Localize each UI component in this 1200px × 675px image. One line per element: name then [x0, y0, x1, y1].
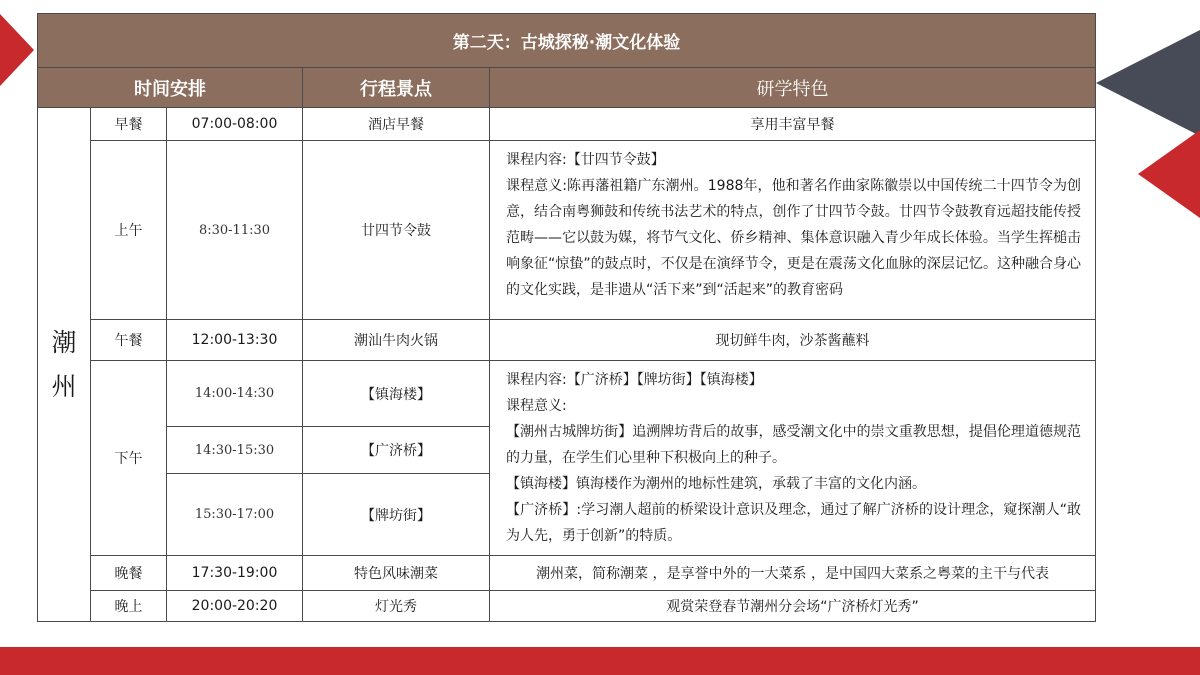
period-breakfast: 早餐 [91, 108, 167, 141]
time-afternoon-1: 14:00-14:30 [167, 361, 303, 427]
place-afternoon-2: 【广济桥】 [303, 427, 490, 474]
feature-dinner: 潮州菜，简称潮菜 ，是享誉中外的一大菜系 ，是中国四大菜系之粤菜的主干与代表 [490, 556, 1096, 591]
time-dinner: 17:30-19:00 [167, 556, 303, 591]
row-afternoon-1 [38, 361, 1096, 427]
time-breakfast: 07:00-08:00 [167, 108, 303, 141]
decor-bottom-red-bar [0, 647, 1200, 675]
row-morning [38, 141, 1096, 320]
title-row [38, 14, 1096, 68]
decor-gray-triangle-right [1096, 30, 1200, 136]
page-title: 第二天：古城探秘·潮文化体验 [38, 14, 1096, 68]
row-breakfast [38, 108, 1096, 141]
time-evening: 20:00-20:20 [167, 591, 303, 622]
decor-red-triangle-left [0, 14, 34, 86]
feature-morning [490, 141, 1096, 320]
city-char-1: 潮 [51, 327, 77, 357]
period-afternoon: 下午 [91, 361, 167, 556]
feature-lunch: 现切鲜牛肉，沙茶酱蘸料 [490, 320, 1096, 361]
afternoon-line-5: 【广济桥】:学习潮人超前的桥梁设计意识及理念，通过了解广济桥的设计理念，窥探潮人“敢为人先，勇于创新”的特质。 [506, 502, 1082, 544]
period-morning: 上午 [91, 141, 167, 320]
period-lunch: 午餐 [91, 320, 167, 361]
place-dinner: 特色风味潮菜 [303, 556, 490, 591]
feature-evening: 观赏荣登春节潮州分会场“广济桥灯光秀” [490, 591, 1096, 622]
place-afternoon-3: 【牌坊街】 [303, 474, 490, 556]
place-evening: 灯光秀 [303, 591, 490, 622]
row-evening [38, 591, 1096, 622]
feature-afternoon [490, 361, 1096, 556]
period-dinner: 晚餐 [91, 556, 167, 591]
row-lunch [38, 320, 1096, 361]
time-afternoon-3: 15:30-17:00 [167, 474, 303, 556]
time-morning: 8:30-11:30 [167, 141, 303, 320]
morning-line-2: 课程意义:陈再藩祖籍广东潮州。1988年，他和著名作曲家陈徽崇以中国传统二十四节令为创意，结合南粤狮鼓和传统书法艺术的特点，创作了廿四节令鼓。廿四节令鼓教育远超技能传授范畴——它以鼓为媒，将节气文化、侨乡精神、集体意识融入青少年成长体验。当学生挥槌击响象征“惊蛰”的鼓点时，不仅是在演绎节令，更是在震荡文化血脉的深层记忆。这种融合身心的文化实践，是非遗从“活下来”到“活起来”的教育密码 [506, 178, 1082, 298]
afternoon-line-2: 课程意义: [506, 398, 567, 414]
row-dinner [38, 556, 1096, 591]
place-afternoon-1: 【镇海楼】 [303, 361, 490, 427]
afternoon-line-1: 课程内容:【广济桥】【牌坊街】【镇海楼】 [506, 372, 763, 388]
decor-red-triangle-right [1138, 130, 1200, 218]
header-time: 时间安排 [38, 68, 303, 108]
header-feature: 研学特色 [490, 68, 1096, 108]
itinerary-table-wrapper [37, 13, 1095, 622]
afternoon-line-4: 【镇海楼】镇海楼作为潮州的地标性建筑，承载了丰富的文化内涵。 [506, 476, 926, 492]
time-afternoon-2: 14:30-15:30 [167, 427, 303, 474]
place-lunch: 潮汕牛肉火锅 [303, 320, 490, 361]
header-row [38, 68, 1096, 108]
place-morning: 廿四节令鼓 [303, 141, 490, 320]
afternoon-line-3: 【潮州古城牌坊街】追溯牌坊背后的故事，感受潮文化中的崇文重教思想，提倡伦理道德规范的力量，在学生们心里种下积极向上的种子。 [506, 424, 1082, 466]
city-cell [38, 108, 91, 622]
feature-breakfast: 享用丰富早餐 [490, 108, 1096, 141]
period-evening: 晚上 [91, 591, 167, 622]
header-place: 行程景点 [303, 68, 490, 108]
time-lunch: 12:00-13:30 [167, 320, 303, 361]
morning-line-1: 课程内容:【廿四节令鼓】 [506, 152, 665, 168]
city-char-2: 州 [51, 371, 77, 401]
itinerary-table [37, 13, 1096, 622]
place-breakfast: 酒店早餐 [303, 108, 490, 141]
